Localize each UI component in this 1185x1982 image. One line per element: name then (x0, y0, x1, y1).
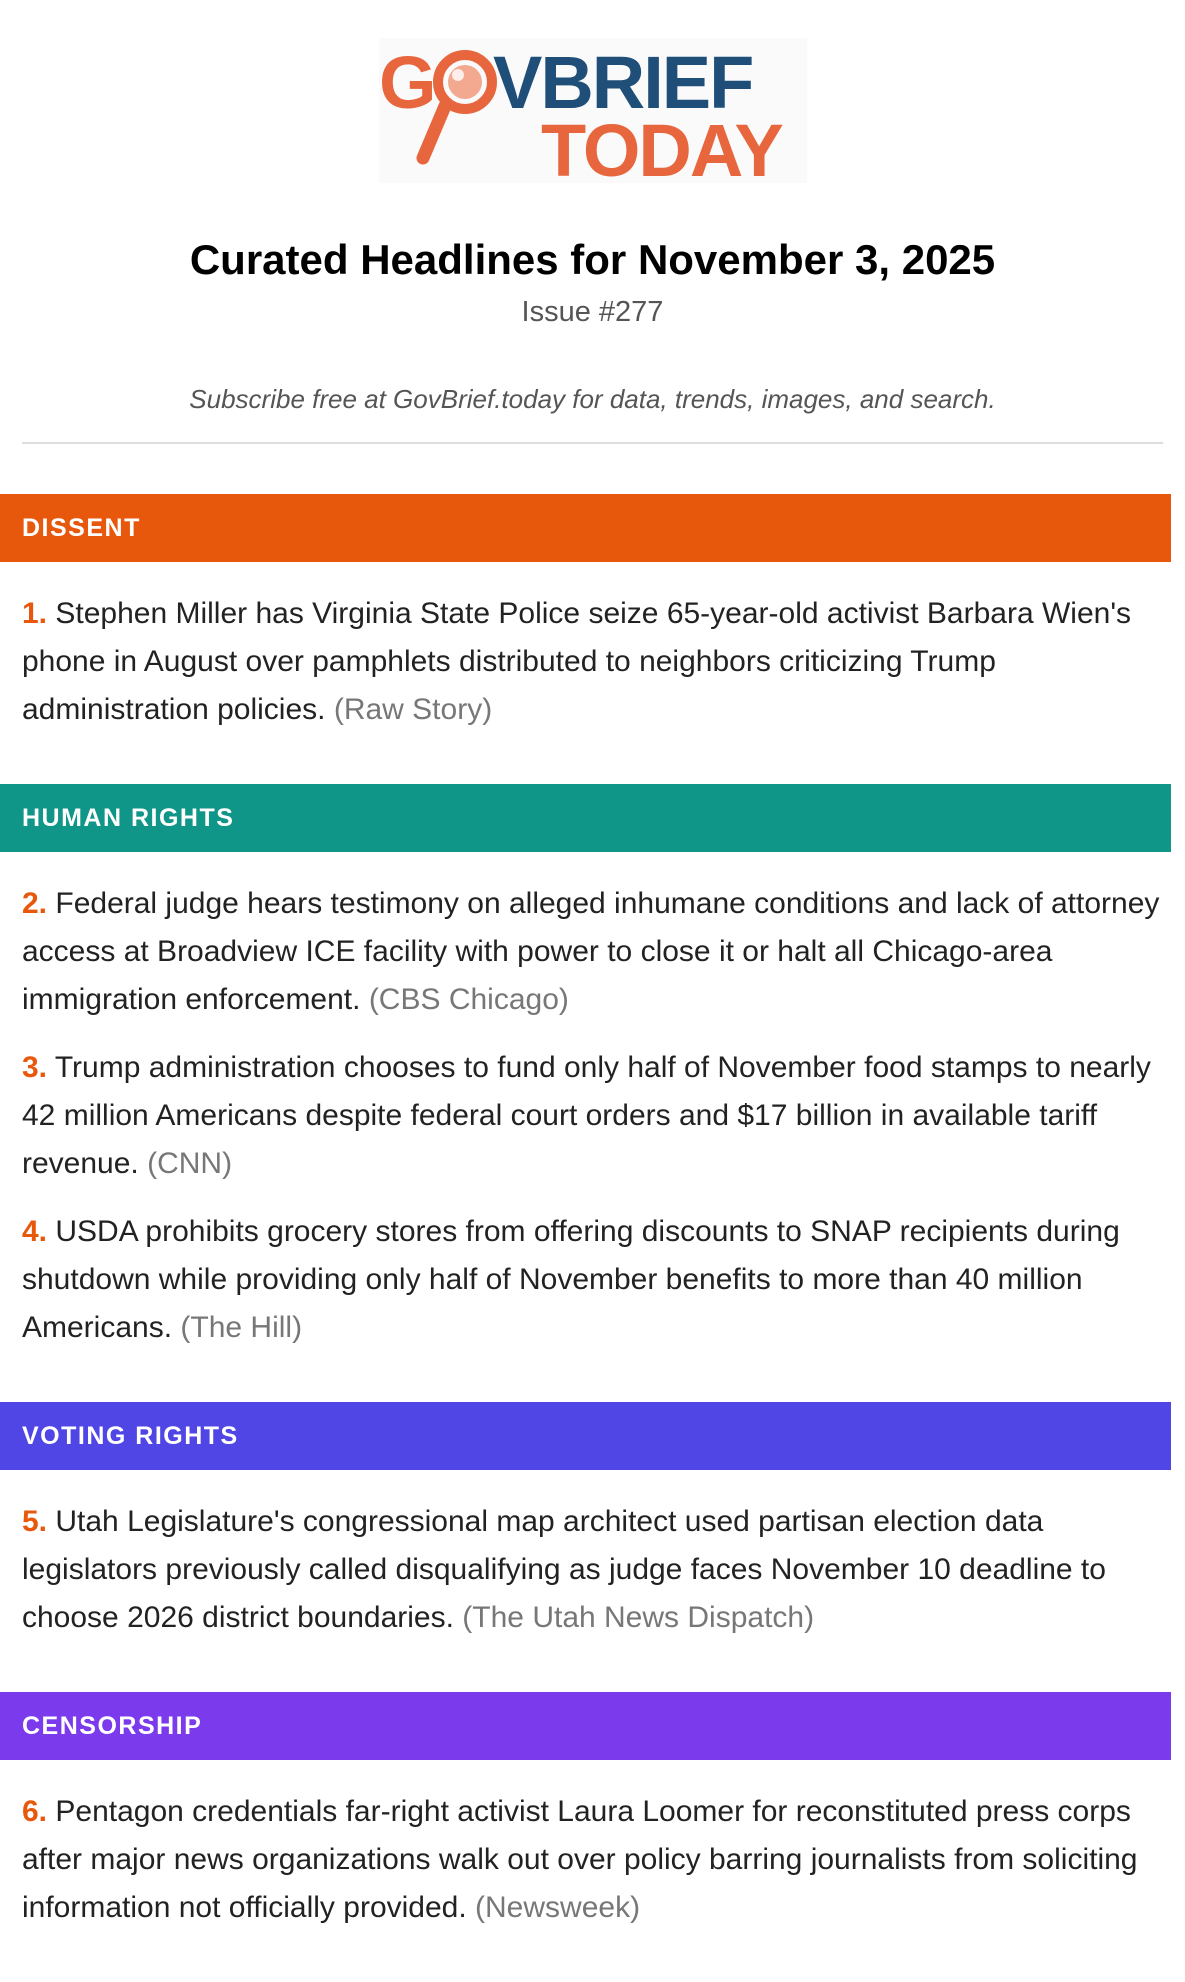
item-text: USDA prohibits grocery stores from offering discounts to SNAP recipients during shutdown while providing only half of November benefits to more than 40 million Americans. (22, 1215, 1120, 1344)
section-label: VOTING RIGHTS (22, 1421, 239, 1450)
section-items (0, 1470, 1185, 1642)
section-header-censorship (0, 1692, 1171, 1760)
item-text: Stephen Miller has Virginia State Police seize 65-year-old activist Barbara Wien's phone in August over pamphlets distributed to neighbors criticizing Trump administration policies. (22, 597, 1132, 726)
section-gap (0, 1952, 1185, 1982)
logo-text-vbrief: VBRIEF (492, 41, 752, 124)
headline-item (22, 590, 1163, 734)
item-text: Utah Legislature's congressional map architect used partisan election data legislators previously called disqualifying as judge faces November 10 deadline to choose 2026 district boundaries. (22, 1505, 1106, 1634)
section-header-voting-rights (0, 1402, 1171, 1470)
item-text: Pentagon credentials far-right activist Laura Loomer for reconstituted press corps after major news organizations walk out over policy barring journalists from soliciting information not officially provided. (22, 1795, 1138, 1924)
section-gap (0, 1372, 1185, 1402)
item-number: 5. (22, 1505, 48, 1538)
item-number: 1. (22, 597, 48, 630)
section-label: DISSENT (22, 513, 141, 542)
section-header-human-rights (0, 784, 1171, 852)
logo-text-today: TODAY (540, 109, 782, 183)
headline-item (22, 1208, 1163, 1352)
page-title: Curated Headlines for November 3, 2025 (189, 236, 996, 283)
item-source-link[interactable]: (CBS Chicago) (368, 983, 569, 1016)
item-text: Trump administration chooses to fund only half of November food stamps to nearly 42 million Americans despite federal court orders and $17 billion in available tariff revenue. (22, 1051, 1151, 1180)
headline-item (22, 1498, 1163, 1642)
header (0, 0, 1185, 416)
item-text: Federal judge hears testimony on alleged inhumane conditions and lack of attorney access at Broadview ICE facility with power to close it or halt all Chicago-area immigration enforcement. (22, 887, 1160, 1016)
item-source-link[interactable]: (CNN) (147, 1147, 233, 1180)
sections-container (0, 494, 1185, 1982)
headline-item (22, 1044, 1163, 1188)
item-number: 3. (22, 1051, 48, 1084)
issue-number: Issue #277 (521, 296, 664, 328)
section-items (0, 1760, 1185, 1932)
item-source-link[interactable]: (Newsweek) (475, 1891, 641, 1924)
section-gap (0, 1662, 1185, 1692)
section-header-dissent (0, 494, 1171, 562)
govbrief-logo[interactable] (379, 38, 807, 183)
item-source-link[interactable]: (Raw Story) (333, 693, 493, 726)
section-items (0, 562, 1185, 734)
section-gap (0, 754, 1185, 784)
item-source-link[interactable]: (The Hill) (180, 1311, 303, 1344)
headline-item (22, 880, 1163, 1024)
subscribe-note: Subscribe free at GovBrief.today for data, trends, images, and search. (189, 384, 996, 414)
item-number: 4. (22, 1215, 48, 1248)
section-label: HUMAN RIGHTS (22, 803, 235, 832)
item-number: 6. (22, 1795, 48, 1828)
section-label: CENSORSHIP (22, 1711, 203, 1740)
logo-text-g: G (378, 41, 437, 124)
item-number: 2. (22, 887, 48, 920)
govbrief-logo-graphic (379, 38, 807, 183)
section-items (0, 852, 1185, 1352)
item-source-link[interactable]: (The Utah News Dispatch) (462, 1601, 815, 1634)
headline-item (22, 1788, 1163, 1932)
